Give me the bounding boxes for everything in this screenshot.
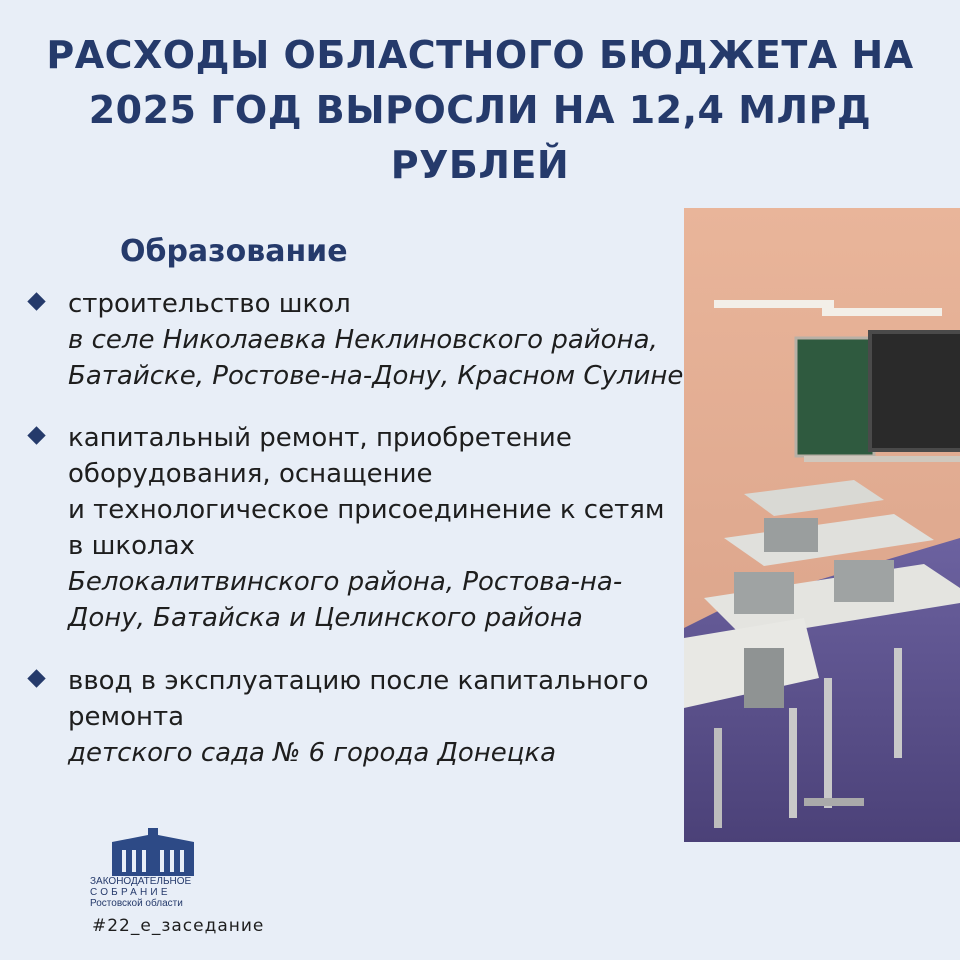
bullet-place-line: в селе Николаевка Неклиновского района, xyxy=(68,325,658,355)
diamond-bullet-icon xyxy=(27,292,45,310)
logo-line: Ростовской области xyxy=(90,898,183,909)
bullet-text-line: ввод в эксплуатацию после капитального xyxy=(68,666,649,696)
bullet-text-line: капитальный ремонт, приобретение xyxy=(68,423,572,453)
page-title: РАСХОДЫ ОБЛАСТНОГО БЮДЖЕТА НА 2025 ГОД ВЫРОСЛИ НА 12,4 МЛРД РУБЛЕЙ xyxy=(46,33,914,187)
bullet-text-line: ремонта xyxy=(68,702,185,732)
bullet-text-line: и технологическое присоединение к сетям xyxy=(68,495,665,525)
logo-line: СОБРАНИЕ xyxy=(90,887,171,898)
building-icon xyxy=(90,828,220,878)
logo-caption xyxy=(90,876,230,909)
diamond-bullet-icon xyxy=(27,426,45,444)
bullet-place-line: Батайске, Ростове-на-Дону, Красном Сулине xyxy=(68,361,684,391)
legislative-assembly-logo xyxy=(90,828,220,882)
bullet-place-line: Белокалитвинского района, Ростова-на- xyxy=(68,567,623,597)
classroom-illustration xyxy=(684,208,960,842)
section-title: Образование xyxy=(120,234,348,269)
bullet-item xyxy=(30,420,710,636)
diamond-bullet-icon xyxy=(27,669,45,687)
logo-line: ЗАКОНОДАТЕЛЬНОЕ xyxy=(90,876,192,887)
bullet-text-line: строительство школ xyxy=(68,289,351,319)
bullet-text-line: в школах xyxy=(68,531,195,561)
bullet-text-line: оборудования, оснащение xyxy=(68,459,433,489)
bullet-item xyxy=(30,286,710,394)
bullet-place-line: Дону, Батайска и Целинского района xyxy=(68,603,583,633)
classroom-photo xyxy=(684,208,960,842)
bullet-place-line: детского сада № 6 города Донецка xyxy=(68,738,557,768)
hashtag: #22_е_заседание xyxy=(92,916,265,936)
bullet-item xyxy=(30,663,710,771)
